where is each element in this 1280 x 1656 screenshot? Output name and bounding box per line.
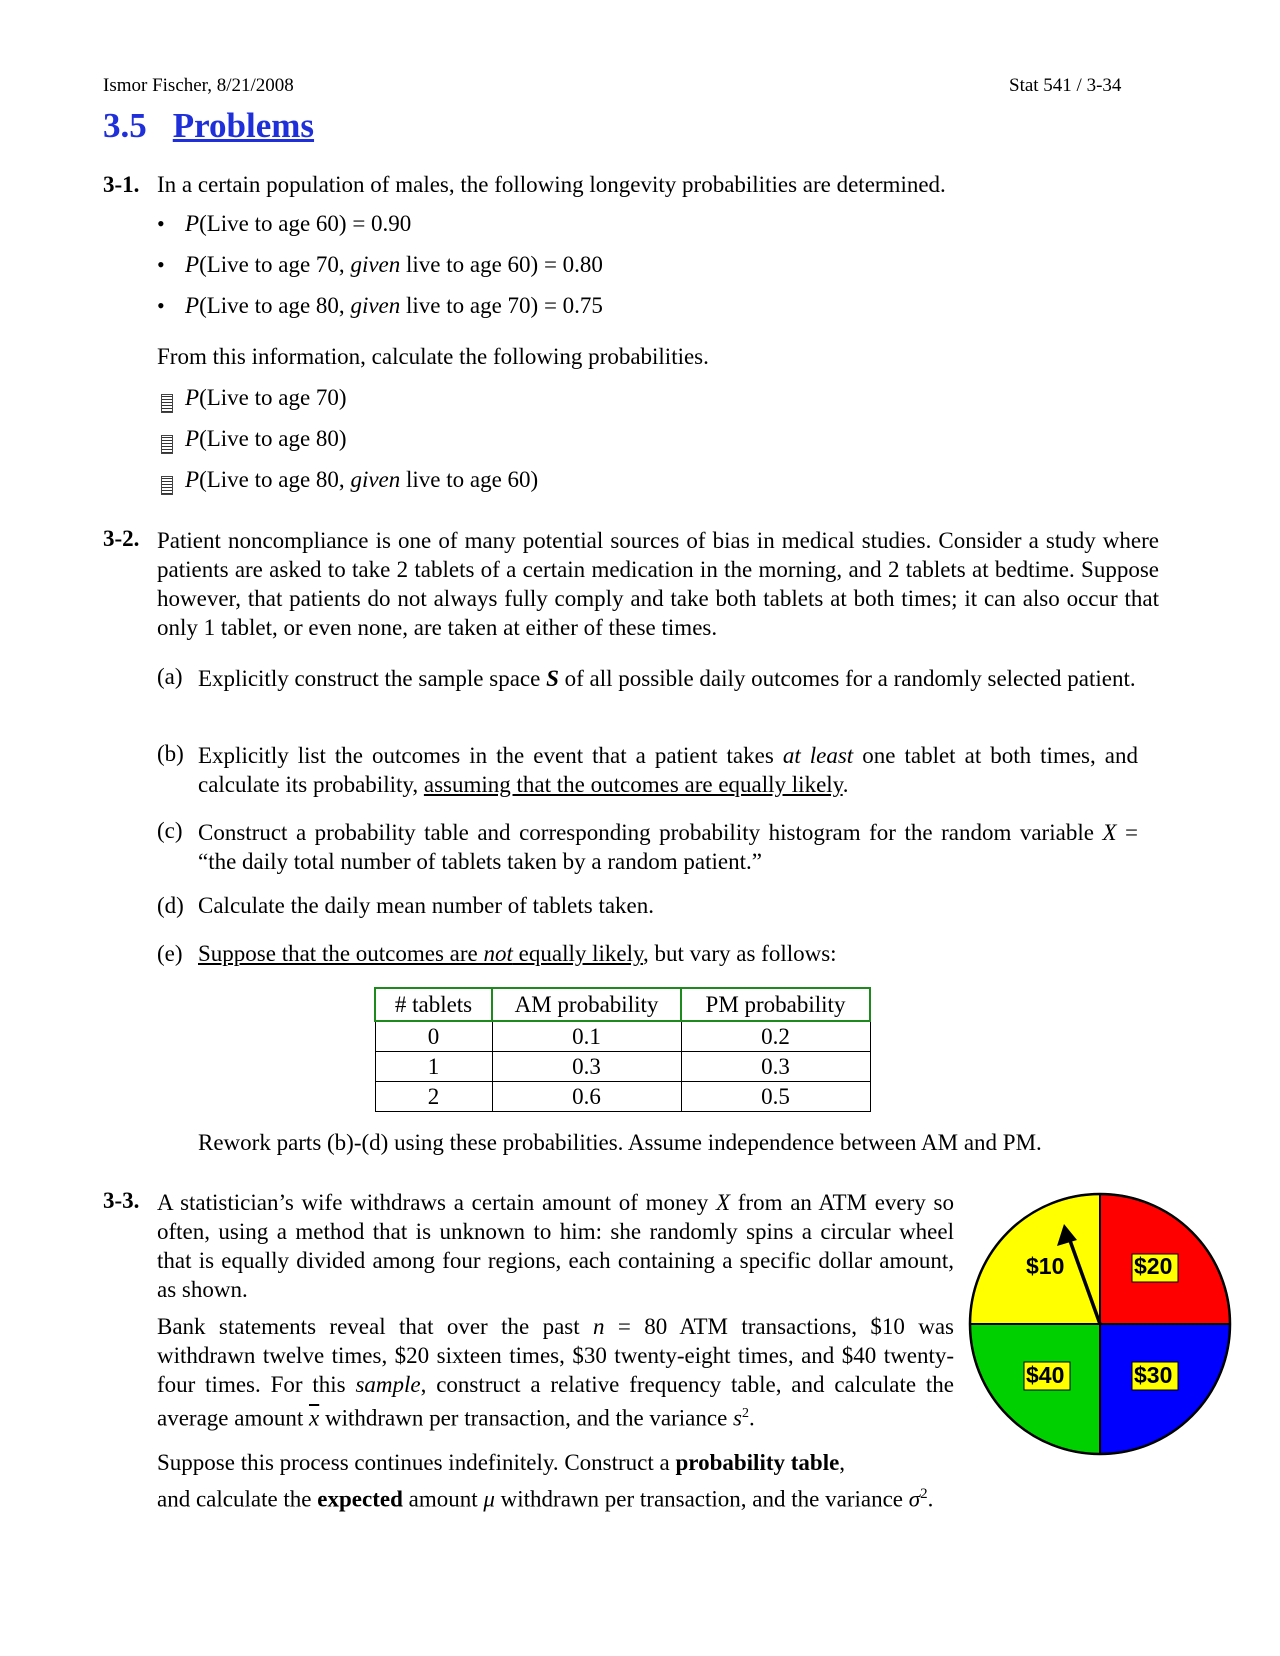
part-a-label: (a) [157, 664, 183, 689]
problem-3-2-intro: Patient noncompliance is one of many potential sources of bias in medical studies. Consider a study where patients are asked to take 2 tablets of a certain medication in the morning, and 2 tablets at bedtime. Suppose however, that patients do not always fully comply and take both tablets at both times; it can also occur that only 1 tablet, or even none, are taken at either of these times. [157, 528, 1159, 640]
ask-item-1: P(Live to age 70) [185, 385, 347, 410]
column-header: AM probability [492, 988, 681, 1021]
part-c-text: Construct a probability table and corresponding probability histogram for the random variable X = “the daily total number of tablets taken by a random patient.” [198, 820, 1138, 874]
part-d-text: Calculate the daily mean number of tablets taken. [198, 893, 655, 918]
table-cell: 0.3 [681, 1052, 870, 1082]
table-row [375, 1021, 870, 1052]
calculator-icon [161, 476, 173, 495]
part-a-text: Explicitly construct the sample space S of all possible daily outcomes for a randomly selected patient. [198, 666, 1136, 691]
bullet-icon: • [157, 211, 165, 236]
table-cell: 0.6 [492, 1082, 681, 1112]
section-number: 3.5 [103, 106, 147, 145]
problem-3-3-para-2: Bank statements reveal that over the past n = 80 ATM transactions, $10 was withdrawn twelve times, $20 sixteen times, $30 twenty-eight times, and $40 twenty-four times. For this sample, construct a relative frequency table, and calculate the average amount $\overline{x}$ withdrawn per transaction, and the variance $s^2$. [157, 1314, 954, 1431]
table-cell: 1 [375, 1052, 492, 1082]
table-row [375, 1082, 870, 1112]
calculator-icon [161, 394, 173, 413]
column-header: # tablets [375, 988, 492, 1021]
calc-intro: From this information, calculate the following probabilities. [157, 344, 709, 369]
wheel-label-30: $30 [1134, 1362, 1173, 1388]
part-d-label: (d) [157, 893, 184, 918]
header-author-date: Ismor Fischer, 8/21/2008 [103, 75, 294, 96]
part-b-label: (b) [157, 741, 184, 766]
problem-3-2-label: 3-2. [103, 526, 140, 551]
spinner-wheel [968, 1188, 1238, 1464]
bullet-icon: • [157, 252, 165, 277]
problem-3-1-intro: In a certain population of males, the following longevity probabilities are determined. [157, 172, 946, 197]
table-cell: 0.2 [681, 1021, 870, 1052]
table-header-row [375, 988, 870, 1021]
calculator-icon [161, 435, 173, 454]
given-item-1: P(Live to age 60) = 0.90 [185, 211, 412, 236]
column-header: PM probability [681, 988, 870, 1021]
ask-item-2: P(Live to age 80) [185, 426, 347, 451]
problem-3-3-para-3-line-1: Suppose this process continues indefinitely. Construct a probability table, [157, 1450, 846, 1475]
part-c-label: (c) [157, 818, 183, 843]
problem-3-3-para-1: A statistician’s wife withdraws a certain amount of money X from an ATM every so often, using a method that is unknown to him: she randomly spins a circular wheel that is equally divided among four regions, each containing a specific dollar amount, as shown. [157, 1190, 954, 1302]
given-item-2: P(Live to age 70, given live to age 60) = 0.80 [185, 252, 603, 277]
wheel-label-20: $20 [1134, 1253, 1173, 1279]
table-row [375, 1052, 870, 1082]
section-title [103, 106, 314, 146]
problem-3-3-label: 3-3. [103, 1188, 140, 1213]
wheel-label-10: $10 [1026, 1253, 1065, 1279]
ask-item-3: P(Live to age 80, given live to age 60) [185, 467, 539, 492]
problem-3-1-label: 3-1. [103, 172, 140, 197]
given-item-3: P(Live to age 80, given live to age 70) = 0.75 [185, 293, 603, 318]
part-e-label: (e) [157, 941, 183, 966]
part-b-text: Explicitly list the outcomes in the event that a patient takes at least one tablet at both times, and calculate its probability, assuming that the outcomes are equally likely. [198, 743, 1138, 797]
rework-instruction: Rework parts (b)-(d) using these probabilities. Assume independence between AM and PM. [198, 1130, 1042, 1155]
table-cell: 2 [375, 1082, 492, 1112]
table-cell: 0.1 [492, 1021, 681, 1052]
table-cell: 0.5 [681, 1082, 870, 1112]
section-name: Problems [172, 106, 315, 145]
problem-3-3-para-3-line-2: and calculate the expected amount μ withdrawn per transaction, and the variance $\sigma^2$. [157, 1486, 934, 1512]
part-e-text: Suppose that the outcomes are not equally likely, but vary as follows: [198, 941, 837, 966]
probability-table [374, 987, 871, 1112]
bullet-icon: • [157, 293, 165, 318]
table-cell: 0 [375, 1021, 492, 1052]
wheel-label-40: $40 [1026, 1362, 1065, 1388]
header-page-number: Stat 541 / 3-34 [1009, 75, 1122, 96]
table-cell: 0.3 [492, 1052, 681, 1082]
